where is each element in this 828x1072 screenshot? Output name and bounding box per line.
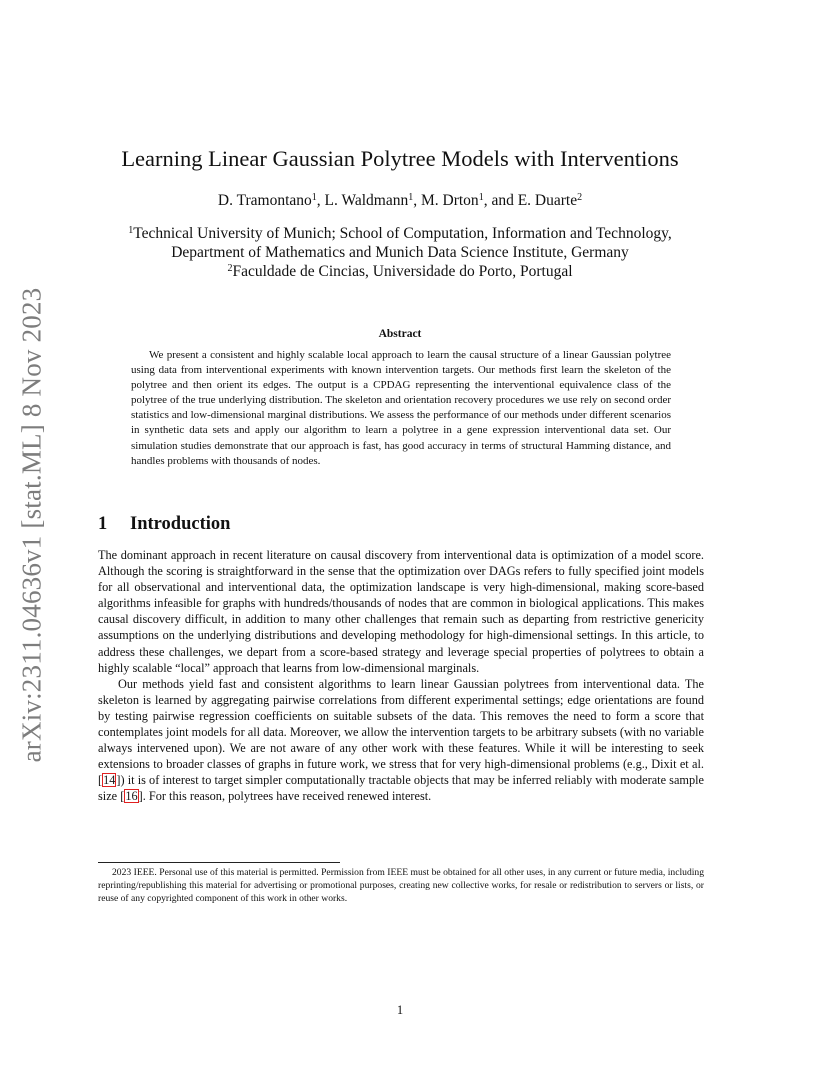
affiliation-2: $^2$Faculdade de Cincias, Universidade do Porto, Portugal [227, 263, 573, 280]
citation-link-16[interactable]: 16 [125, 789, 138, 804]
introduction-body [98, 547, 704, 805]
section-number: 1 [98, 514, 108, 534]
section-title: Introduction [130, 514, 231, 534]
author-list [60, 192, 740, 210]
arxiv-identifier-text: arXiv:2311.04636v1 [stat.ML] 8 Nov 2023 [16, 287, 47, 763]
affiliation-1-line-1: $^1$Technical University of Munich; School of Computation, Information and Technology, [128, 225, 672, 242]
author: E. Duarte$^2$ [517, 192, 583, 209]
paper-title: Learning Linear Gaussian Polytree Models with Interventions [121, 146, 679, 171]
abstract-text: We present a consistent and highly scalable local approach to learn the causal structure of a linear Gaussian polytree using data from interventional experiments with known intervention targets. Our methods first learn the skeleton of the polytree and then orient its edges. The output is a CPDAG representing the interventional equivalence class of the polytree of the true underlying distribution. The skeleton and orientation recovery procedures we use rely on second order statistics and low-dimensional marginal distributions. We assess the performance of our methods under different scenarios in synthetic data sets and apply our algorithm to learn a polytree in a gene expression interventional data set. Our simulation studies demonstrate that our approach is fast, has good accuracy in terms of structural Hamming distance, and handles problems with thousands of nodes. [131, 349, 671, 467]
footnote-rule [98, 862, 340, 863]
abstract-heading: Abstract [378, 328, 422, 340]
author: D. Tramontano$^1$, [217, 192, 325, 209]
paragraph-2: Our methods yield fast and consistent algorithms to learn linear Gaussian polytrees from interventional data. The skeleton is learned by aggregating pairwise correlations from different experimental settings; edge orientations are found by testing pairwise regression coefficients on suitable subsets of the data. This removes the need to form a score that contemplates joint models for all data. Moreover, we allow the intervention targets to be arbitrary subsets (with no variable always intervened upon). We are not aware of any other work with these features. While it will be interesting to seek extensions to broader classes of graphs in future work, we stress that for very high-dimensional problems (e.g., Dixit et al. [14]) it is of interest to target simpler computationally tractable objects that may be inferred reliably with moderate sample size [16]. For this reason, polytrees have received renewed interest. [98, 676, 704, 804]
page-number: 1 [396, 1003, 404, 1017]
copyright-footnote: 2023 IEEE. Personal use of this material is permitted. Permission from IEEE must be obtained for all other uses, in any current or future media, including reprinting/republishing this material for advertising or promotional purposes, creating new collective works, for resale or redistribution to servers or lists, or reuse of any copyrighted component of this work in other works. [98, 867, 704, 904]
author: L. Waldmann$^1$, [324, 192, 421, 209]
paragraph-1: The dominant approach in recent literature on causal discovery from interventional data is optimization of a model score. Although the scoring is straightforward in the sense that the optimization over DAGs refers to fully specified joint models for all observational and interventional data, the optimization landscape is very high-dimensional, making score-based algorithms infeasible for graphs with hundreds/thousands of nodes that are common in biological applications. This makes causal discovery difficult, in addition to many other challenges that remain such as departing from restrictive genericity assumptions on the underlying distributions and developing methodology for high-dimensional settings. In this article, to address these challenges, we depart from a score-based strategy and leverage special properties of polytrees to obtain a highly scalable “local” approach that learns from low-dimensional marginals. [98, 548, 704, 675]
arxiv-identifier-stamp [18, 285, 46, 765]
affiliations [60, 224, 740, 281]
author: M. Drton$^1$, and [420, 192, 518, 209]
section-heading-introduction [98, 514, 230, 535]
citation-link-14[interactable]: 14 [103, 773, 116, 788]
affiliation-1-line-2: Department of Mathematics and Munich Data Science Institute, Germany [171, 244, 629, 261]
